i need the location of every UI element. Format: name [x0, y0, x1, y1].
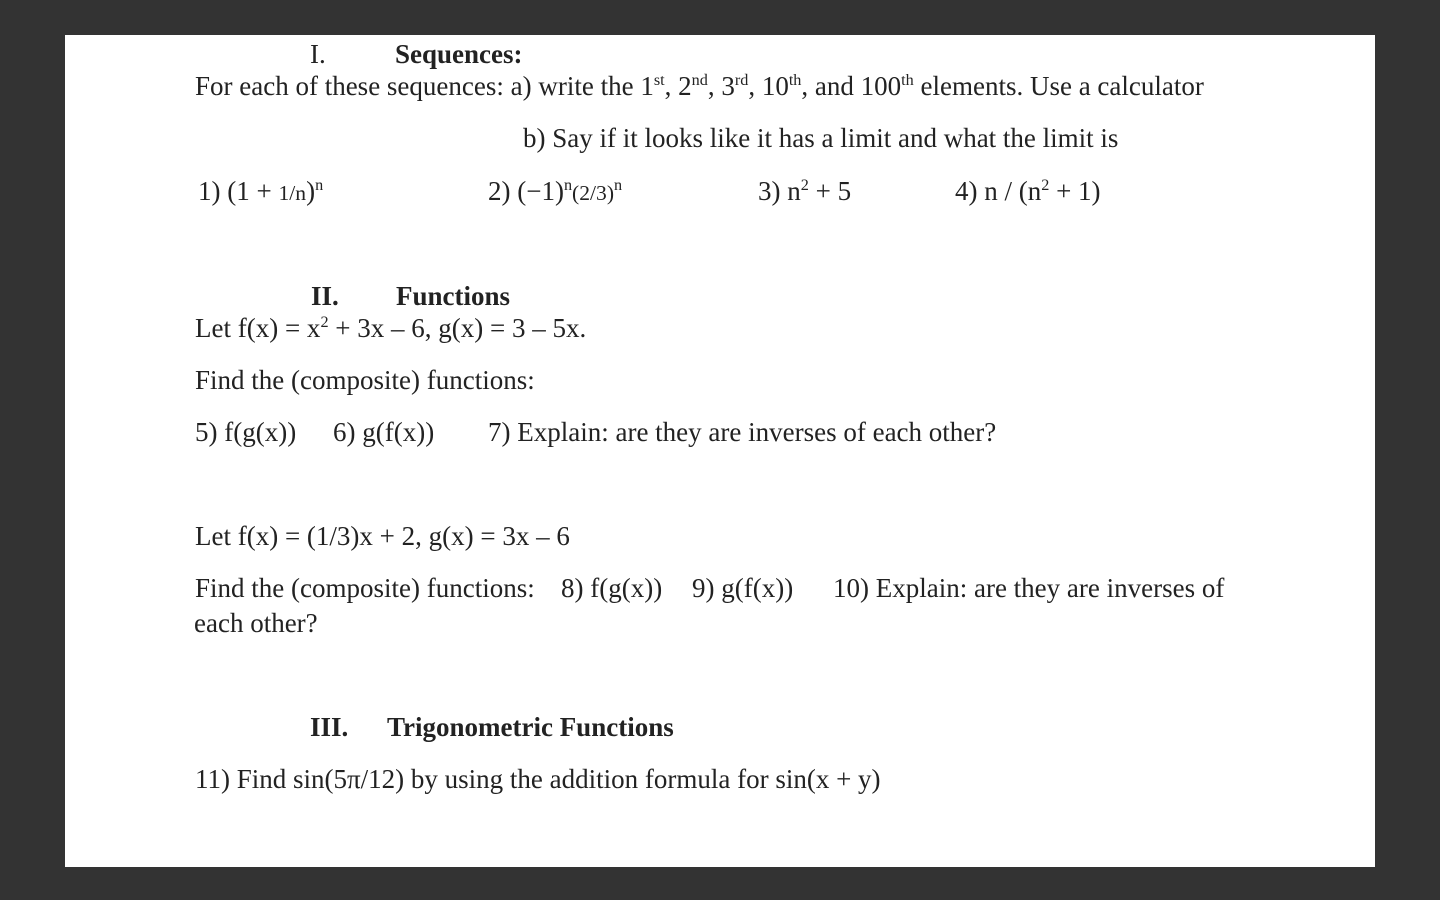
- intro-line-a: For each of these sequences: a) write the 1st, 2nd, 3rd, 10th, and 100th elements. Use a calculator: [195, 71, 1204, 101]
- problem-2: 2) $(-1)^n(2/3)^n$: [488, 176, 623, 206]
- functions-2-definition: Let f(x) = (1/3)x + 2, g(x) = 3x – 6: [195, 521, 570, 551]
- problem-4: 4) $n / (n^2 + 1)$: [955, 176, 1101, 206]
- question-8: 8) f(g(x)): [561, 573, 663, 603]
- question-10: 10) Explain: are they are inverses of: [833, 573, 1225, 603]
- functions-1-definition: Let $f(x) = x^2 + 3x - 6$, g(x) = 3 – 5x.: [195, 313, 587, 343]
- intro-line-b: b) Say if it looks like it has a limit and what the limit is: [523, 123, 1119, 153]
- question-11: 11) Find sin(5π/12) by using the addition formula for sin(x + y): [195, 764, 881, 794]
- section-1-title: Sequences:: [395, 39, 523, 69]
- problem-3: 3) $n^2 + 5$: [758, 176, 852, 206]
- question-5: 5) f(g(x)): [195, 417, 297, 447]
- functions-2-find: Find the (composite) functions:: [195, 573, 535, 603]
- section-2-title: Functions: [396, 281, 511, 311]
- section-3-numeral: III.: [310, 712, 349, 742]
- question-9: 9) g(f(x)): [692, 573, 794, 603]
- problem-1: 1) $(1 + 1/n)^n$: [198, 176, 324, 206]
- question-6: 6) g(f(x)): [333, 417, 435, 447]
- section-1-numeral: I.: [310, 39, 326, 69]
- functions-1-find: Find the (composite) functions:: [195, 365, 535, 395]
- section-2-numeral: II.: [311, 281, 339, 311]
- question-7: 7) Explain: are they are inverses of each other?: [488, 417, 997, 447]
- worksheet-page: [65, 35, 1375, 867]
- question-10-continued: each other?: [194, 608, 318, 638]
- section-3-title: Trigonometric Functions: [387, 712, 674, 742]
